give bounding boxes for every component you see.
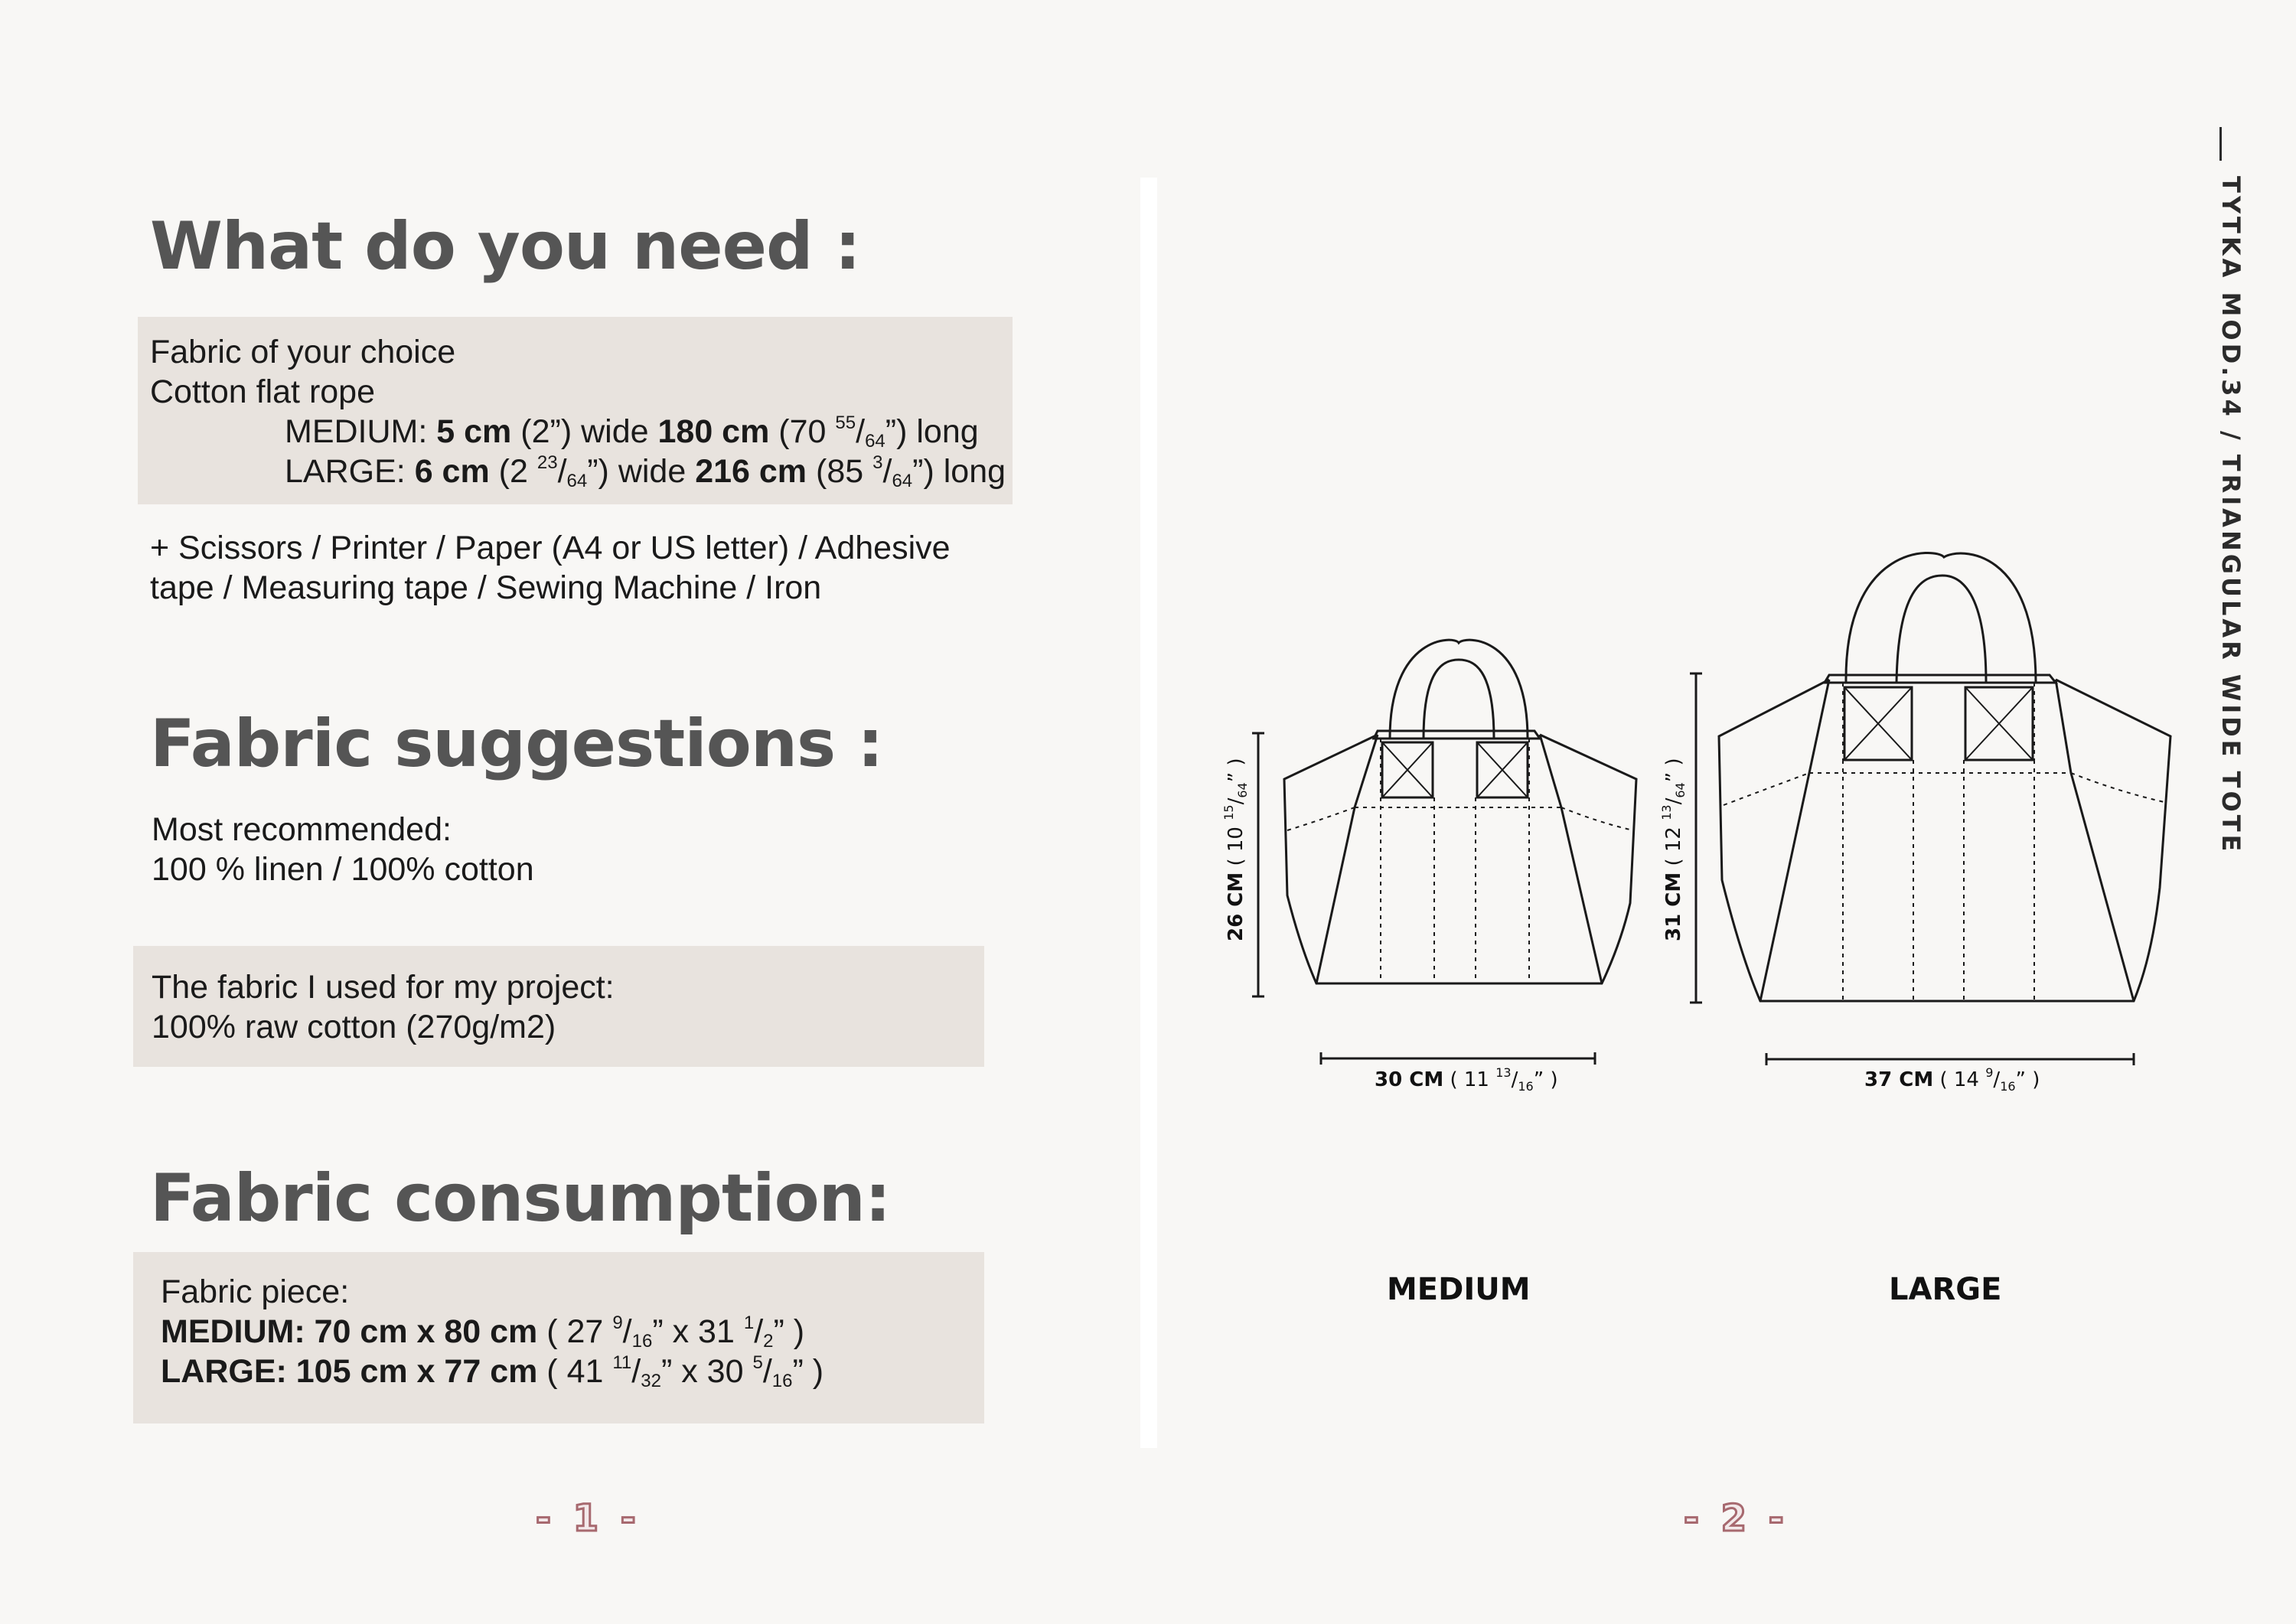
large-body bbox=[1719, 680, 2170, 1001]
used-fabric-title: The fabric I used for my project: bbox=[152, 969, 615, 1006]
recommended-value: 100 % linen / 100% cotton bbox=[152, 851, 534, 888]
medium-width-label: 30 CM ( 11 $^{13}/_{16}$” ) bbox=[1375, 1065, 1558, 1094]
consumption-large: LARGE: 105 cm x 77 cm ( 41 $^{11}/_{32}$” x 30 $^5/_{16}$” ) bbox=[161, 1352, 824, 1391]
large-width-line bbox=[1766, 1053, 2134, 1065]
large-bag-drawing bbox=[1719, 553, 2170, 1001]
large-height-label: 31 CM ( 12 $^{13}/_{64}$” ) bbox=[1659, 758, 1688, 941]
heading-fabric-consumption: Fabric consumption: bbox=[150, 1160, 891, 1237]
medium-width-line bbox=[1321, 1052, 1595, 1065]
large-top-band bbox=[1825, 675, 2056, 683]
medium-height-line bbox=[1252, 733, 1264, 996]
vertical-title: TYTKA MOD.34 / TRIANGULAR WIDE TOTE bbox=[2216, 176, 2245, 855]
rope-medium-spec: MEDIUM: 5 cm (2”) wide 180 cm (70 $^{55}/_{64}$”) long bbox=[285, 413, 979, 452]
page-number-left: - 1 - bbox=[536, 1497, 641, 1540]
consumption-medium: MEDIUM: 70 cm x 80 cm ( 27 $^9/_{16}$” x 31 $^1/_2$” ) bbox=[161, 1313, 805, 1352]
medium-handle bbox=[1390, 640, 1528, 739]
rope-item: Cotton flat rope bbox=[150, 373, 376, 410]
recommended-title: Most recommended: bbox=[152, 811, 452, 848]
page-number-right: - 2 - bbox=[1684, 1497, 1789, 1540]
medium-height-label: 26 CM ( 10 $^{15}/_{64}$” ) bbox=[1221, 758, 1250, 941]
large-size-label: LARGE bbox=[1889, 1272, 2002, 1307]
fabric-item: Fabric of your choice bbox=[150, 334, 456, 370]
large-width-label: 37 CM ( 14 $^9/_{16}$” ) bbox=[1864, 1065, 2040, 1094]
rope-large-spec: LARGE: 6 cm (2 $^{23}/_{64}$”) wide 216 cm (85 $^3/_{64}$”) long bbox=[285, 452, 1006, 491]
medium-body bbox=[1284, 735, 1636, 983]
used-fabric-value: 100% raw cotton (270g/m2) bbox=[152, 1009, 556, 1045]
medium-size-label: MEDIUM bbox=[1387, 1272, 1531, 1307]
heading-fabric-suggestions: Fabric suggestions : bbox=[150, 706, 883, 782]
medium-bag-drawing bbox=[1284, 640, 1636, 983]
large-handle bbox=[1846, 553, 2036, 683]
large-height-line bbox=[1690, 673, 1702, 1003]
tools-line-2: tape / Measuring tape / Sewing Machine / Iron bbox=[150, 569, 822, 606]
medium-top-band bbox=[1374, 731, 1540, 739]
fabric-piece-label: Fabric piece: bbox=[161, 1273, 350, 1310]
heading-what-you-need: What do you need : bbox=[150, 208, 860, 285]
tools-line-1: + Scissors / Printer / Paper (A4 or US letter) / Adhesive bbox=[150, 530, 951, 566]
